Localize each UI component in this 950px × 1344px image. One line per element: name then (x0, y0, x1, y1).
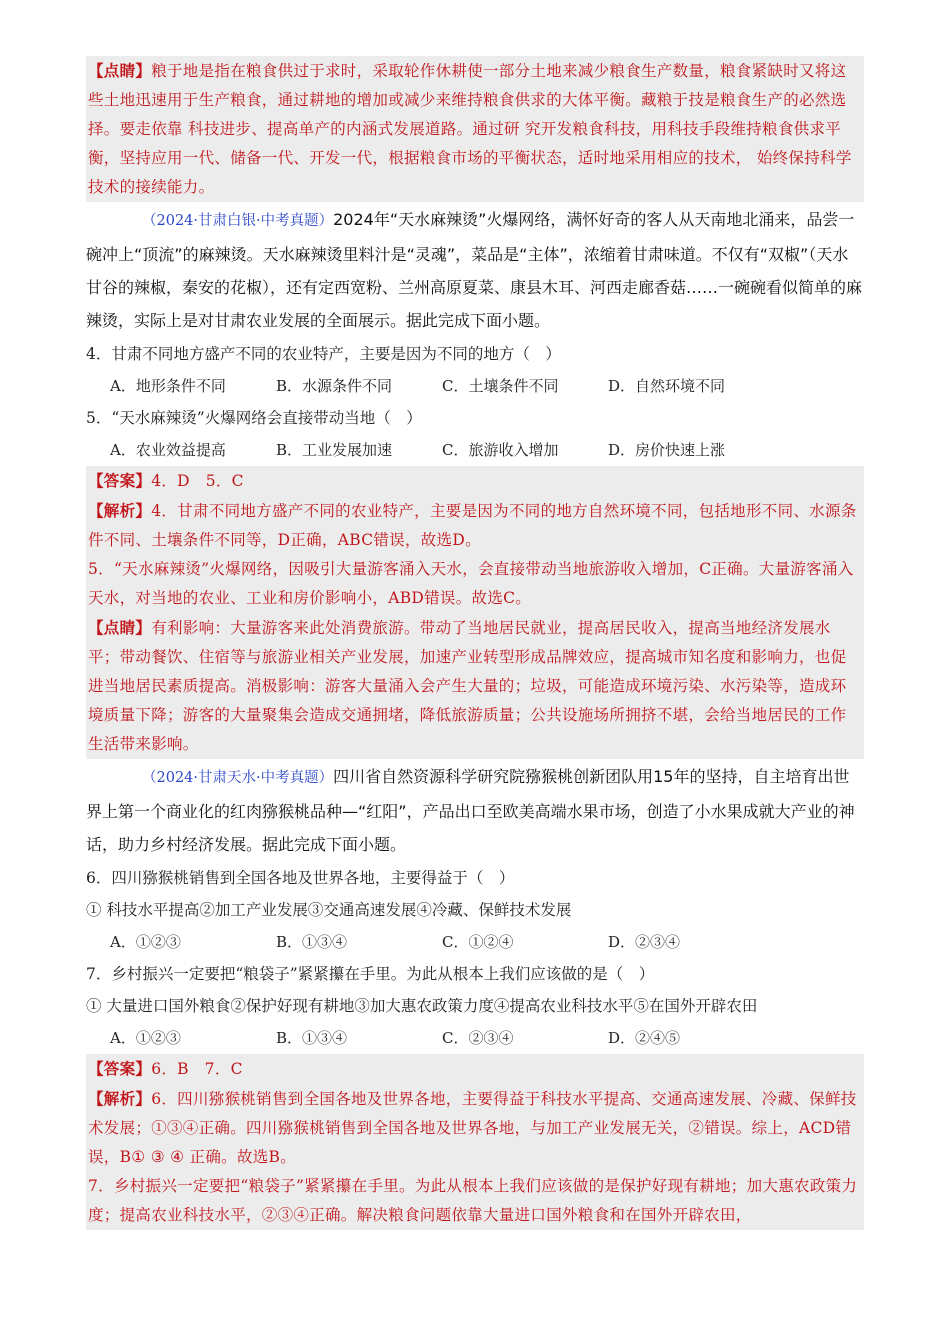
analysis-paragraph (88, 496, 862, 555)
answer-tag: 【答案】 (88, 471, 152, 490)
question-6-options (86, 926, 864, 958)
tip-tag: 【点睛】 (88, 61, 152, 80)
reading-passage-2 (86, 760, 864, 861)
answer-analysis-block-1 (86, 466, 864, 759)
option-b: B．①③④ (276, 933, 348, 951)
document-page (86, 56, 864, 1230)
tip-block-1 (86, 56, 864, 202)
option-d: D．②③④ (608, 933, 681, 951)
answer-tag: 【答案】 (88, 1059, 152, 1078)
question-6-items: ① 科技水平提高②加工产业发展③交通高速发展④冷藏、保鲜技术发展 (86, 901, 572, 919)
source-label: （2024·甘肃白银·中考真题） (142, 213, 334, 229)
tip-text: 有利影响：大量游客来此处消费旅游。带动了当地居民就业，提高居民收入，提高当地经济发展水平；带动餐饮、住宿等与旅游业相关产业发展，加速产业转型形成品牌效应，提高城市知名度和影响力，也促进当地居民素质提高。消极影响：游客大量涌入会产生大量的；垃圾，可能造成环境污染、水污染等，造成环境质量下降；游客的大量聚集会造成交通拥堵，降低旅游质量；公共设施场所拥挤不堪，会给当地居民的工作生活带来影响。 (88, 619, 847, 753)
analysis-tag: 【解析】 (88, 501, 152, 520)
analysis-paragraph (88, 1084, 862, 1172)
question-7-options (86, 1022, 864, 1054)
answer-line (88, 1054, 862, 1084)
option-a: A．农业效益提高 (110, 441, 226, 459)
question-5-stem: 5．“天水麻辣烫”火爆网络会直接带动当地（ ） (86, 409, 422, 427)
option-a: A．①②③ (110, 933, 181, 951)
source-label: （2024·甘肃天水·中考真题） (142, 770, 334, 786)
analysis-text: 4．甘肃不同地方盛产不同的农业特产，主要是因为不同的地方自然环境不同，包括地形不同、水源条件不同、土壤条件不同等，D正确，ABC错误，故选D。 (88, 502, 857, 549)
tip-tag: 【点睛】 (88, 618, 152, 637)
option-b: B．水源条件不同 (276, 377, 393, 395)
option-a: A．地形条件不同 (110, 377, 226, 395)
option-c: C．旅游收入增加 (442, 441, 559, 459)
answer-text: 4．D 5．C (151, 472, 244, 490)
question-4-options (86, 370, 864, 402)
passage-text: 四川省自然资源科学研究院猕猴桃创新团队用15年的坚持，自主培育出世界上第一个商业化的红肉猕猴桃品种—“红阳”，产品出口至欧美高端水果市场，创造了小水果成就大产业的神话，助力乡村经济发展。据此完成下面小题。 (86, 767, 855, 854)
option-c: C．①②④ (442, 933, 514, 951)
option-a: A．①②③ (110, 1029, 181, 1047)
analysis-paragraph: 5．“天水麻辣烫”火爆网络，因吸引大量游客涌入天水，会直接带动当地旅游收入增加，C正确。大量游客涌入天水，对当地的农业、工业和房价影响小，ABD错误。故选C。 (88, 560, 854, 607)
tip-text: 粮于地是指在粮食供过于求时，采取轮作休耕使一部分土地来减少粮食生产数量，粮食紧缺时又将这些土地迅速用于生产粮食，通过耕地的增加或减少来维持粮食供求的大体平衡。藏粮于技是粮食生产的必然选择。要走依靠 科技进步、提高单产的内涵式发展道路。通过研 究开发粮食科技，用科技手段维持粮食供求平 衡，坚持应用一代、储备一代、开发一代，根据粮食市场的平衡状态，适时地采用相应的技术， 始终保持科学技术的接续能力。 (88, 62, 852, 196)
passage-text: 2024年“天水麻辣烫”火爆网络，满怀好奇的客人从天南地北涌来，品尝一碗冲上“顶流”的麻辣烫。天水麻辣烫里料汁是“灵魂”，菜品是“主体”，浓缩着甘肃味道。不仅有“双椒”（天水甘谷的辣椒，秦安的花椒），还有定西宽粉、兰州高原夏菜、康县木耳、河西走廊香菇……一碗碗看似简单的麻辣烫，实际上是对甘肃农业发展的全面展示。据此完成下面小题。 (86, 210, 863, 330)
reading-passage-1 (86, 203, 864, 337)
option-b: B．①③④ (276, 1029, 348, 1047)
question-5-options (86, 434, 864, 466)
answer-analysis-block-2 (86, 1054, 864, 1230)
option-d: D．②④⑤ (608, 1029, 681, 1047)
option-b: B．工业发展加速 (276, 441, 393, 459)
option-c: C．②③④ (442, 1029, 514, 1047)
answer-line (88, 466, 862, 496)
option-d: D．自然环境不同 (608, 377, 726, 395)
tip-block-2 (88, 613, 862, 759)
analysis-text: 6．四川猕猴桃销售到全国各地及世界各地，主要得益于科技水平提高、交通高速发展、冷藏、保鲜技术发展；①③④正确。四川猕猴桃销售到全国各地及世界各地，与加工产业发展无关，②错误。综上，ACD错误，B① ③ ④ 正确。故选B。 (88, 1090, 857, 1166)
analysis-tag: 【解析】 (88, 1089, 152, 1108)
option-d: D．房价快速上涨 (608, 441, 726, 459)
answer-text: 6．B 7．C (151, 1060, 243, 1078)
option-c: C．土壤条件不同 (442, 377, 559, 395)
question-7-stem: 7．乡村振兴一定要把“粮袋子”紧紧攥在手里。为此从根本上我们应该做的是（ ） (86, 965, 655, 983)
analysis-paragraph: 7．乡村振兴一定要把“粮袋子”紧紧攥在手里。为此从根本上我们应该做的是保护好现有耕地；加大惠农政策力度；提高农业科技水平，②③④正确。解决粮食问题依靠大量进口国外粮食和在国外开辟农田， (88, 1177, 858, 1224)
question-6-stem: 6．四川猕猴桃销售到全国各地及世界各地，主要得益于（ ） (86, 869, 515, 887)
question-4-stem: 4．甘肃不同地方盛产不同的农业特产，主要是因为不同的地方（ ） (86, 345, 561, 363)
question-7-items: ① 大量进口国外粮食②保护好现有耕地③加大惠农政策力度④提高农业科技水平⑤在国外开辟农田 (86, 997, 758, 1015)
